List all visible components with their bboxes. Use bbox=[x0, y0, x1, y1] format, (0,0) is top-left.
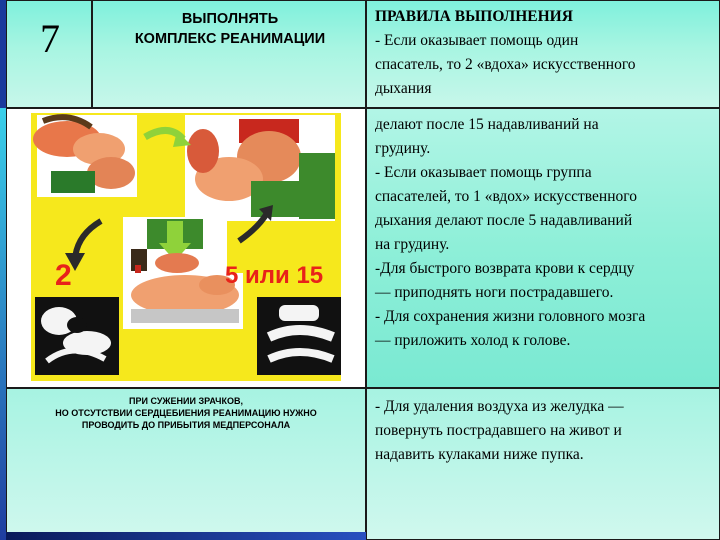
breaths-count-label: 2 bbox=[55, 259, 72, 292]
rules-line: - Для сохранения жизни головного мозга bbox=[375, 308, 646, 325]
rules-bottom-text bbox=[375, 395, 713, 467]
rules-line: - Если оказывает помощь группа bbox=[375, 164, 592, 181]
caption-line: ПРИ СУЖЕНИИ ЗРАЧКОВ, bbox=[129, 396, 243, 406]
slide-title bbox=[93, 9, 367, 49]
resuscitation-illustration bbox=[7, 109, 365, 387]
caption-panel bbox=[6, 388, 366, 540]
breathing-scene-image bbox=[33, 115, 137, 197]
rules-line: дыхания делают после 5 надавливаний bbox=[375, 212, 633, 229]
rules-line: на грудину. bbox=[375, 236, 450, 253]
slide-number-panel bbox=[6, 0, 92, 108]
rules-middle-panel bbox=[366, 108, 720, 388]
bottom-edge-shadow bbox=[6, 532, 366, 540]
rules-line: - Для удаления воздуха из желудка — bbox=[375, 398, 624, 415]
rules-line: -Для быстрого возврата крови к сердцу bbox=[375, 260, 635, 277]
compression-scene-image bbox=[123, 217, 227, 275]
caption-line: ПРОВОДИТЬ ДО ПРИБЫТИЯ МЕДПЕРСОНАЛА bbox=[81, 420, 291, 430]
rules-line: надавить кулаками ниже пупка. bbox=[375, 446, 584, 463]
rescuer-face-image bbox=[185, 115, 335, 221]
rules-line: спасатель, то 2 «вдоха» искусственного bbox=[375, 56, 636, 73]
rules-line: — приподнять ноги пострадавшего. bbox=[375, 284, 614, 301]
rules-line: грудину. bbox=[375, 140, 431, 157]
rules-middle-text bbox=[375, 113, 713, 353]
rules-line: - Если оказывает помощь один bbox=[375, 32, 579, 49]
rules-top-text bbox=[375, 5, 713, 101]
warning-caption bbox=[11, 395, 361, 431]
resuscitation-illustration-panel bbox=[6, 108, 366, 388]
slide-title-panel bbox=[92, 0, 366, 108]
slide-title-line-1: ВЫПОЛНЯТЬ bbox=[181, 11, 279, 27]
slide-number: 7 bbox=[40, 16, 60, 61]
rules-line: — приложить холод к голове. bbox=[375, 332, 571, 349]
rules-line: делают после 15 надавливаний на bbox=[375, 116, 599, 133]
rules-line: спасателей, то 1 «вдох» искусственного bbox=[375, 188, 637, 205]
rules-top-panel bbox=[366, 0, 720, 108]
slide-title-line-2: КОМПЛЕКС РЕАНИМАЦИИ bbox=[134, 31, 326, 47]
rules-title: ПРАВИЛА ВЫПОЛНЕНИЯ bbox=[375, 8, 573, 25]
rules-line: повернуть пострадавшего на живот и bbox=[375, 422, 622, 439]
rules-bottom-panel bbox=[366, 388, 720, 540]
compression-pictogram-image bbox=[257, 297, 341, 375]
rules-line: дыхания bbox=[375, 80, 432, 97]
breathing-pictogram-image bbox=[35, 297, 119, 375]
compressions-count-label: 5 или 15 bbox=[225, 262, 324, 289]
caption-line: НО ОТСУТСТВИИ СЕРДЦЕБИЕНИЯ РЕАНИМАЦИЮ НУЖНО bbox=[55, 408, 317, 418]
